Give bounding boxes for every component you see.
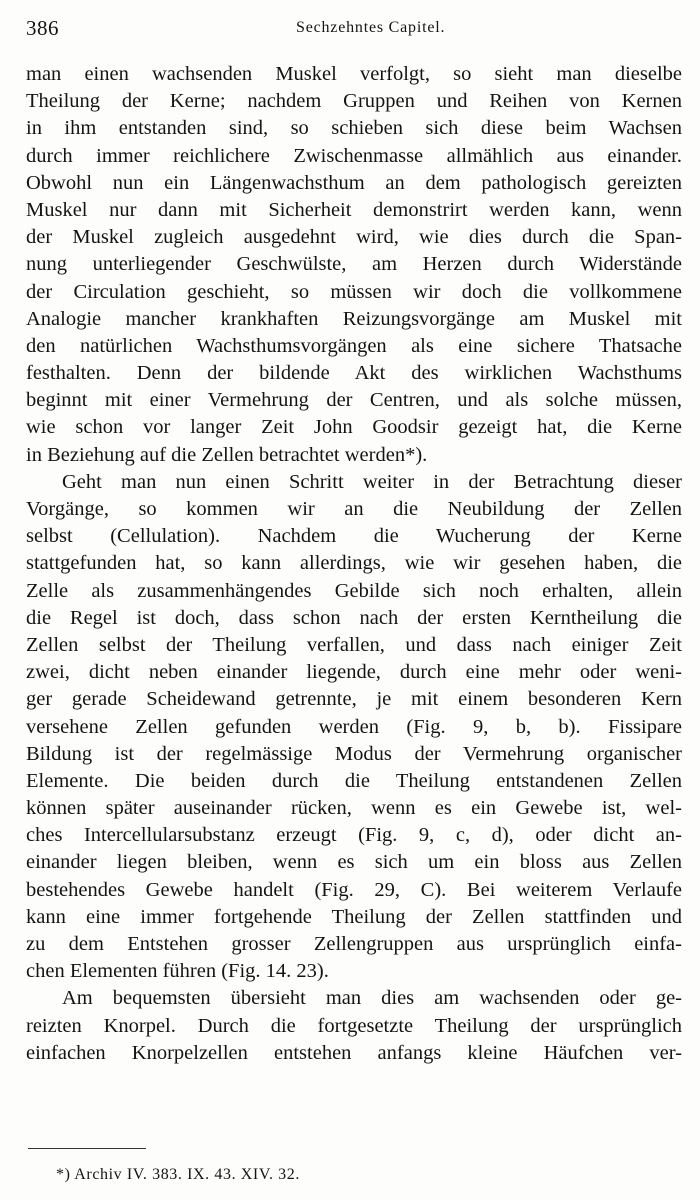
text-line: festhalten. Denn der bildende Akt des wirklichen Wachsthums [26, 362, 682, 385]
text-line: zwei, dicht neben einander liegende, durch eine mehr oder weni- [26, 661, 682, 684]
text-line: zu dem Entstehen grosser Zellengruppen aus ursprünglich einfa- [26, 933, 682, 955]
text-line: selbst (Cellulation). Nachdem die Wucherung der Kerne [26, 525, 682, 548]
text-line: wie schon vor langer Zeit John Goodsir gezeigt hat, die Kerne [26, 416, 682, 439]
text-line: bestehendes Gewebe handelt (Fig. 29, C). Bei weiterem Verlaufe [26, 878, 682, 901]
page-number: 386 [26, 16, 59, 40]
text-line: kann eine immer fortgehende Theilung der Zellen stattfinden und [26, 905, 682, 928]
text-line: stattgefunden hat, so kann allerdings, wie wir gesehen haben, die [26, 552, 682, 575]
text-line: Bildung ist der regelmässige Modus der Vermehrung organischer [26, 742, 682, 765]
text-line: Zellen selbst der Theilung verfallen, und dass nach einiger Zeit [26, 633, 682, 656]
text-line: beginnt mit einer Vermehrung der Centren, und als solche müssen, [26, 389, 682, 412]
page-header [26, 16, 682, 44]
body-text [26, 61, 682, 1067]
text-line: der Circulation geschieht, so müssen wir doch die vollkommene [26, 280, 682, 303]
text-line: man einen wachsenden Muskel verfolgt, so sieht man dieselbe [26, 63, 682, 85]
text-line: den natürlichen Wachsthumsvorgängen als eine sichere Thatsache [26, 334, 682, 357]
footnote: *) Archiv IV. 383. IX. 43. XIV. 32. [56, 1166, 300, 1183]
footnote-rule [28, 1148, 146, 1149]
text-line: reizten Knorpel. Durch die fortgesetzte Theilung der ursprünglich [26, 1014, 682, 1037]
text-line: Elemente. Die beiden durch die Theilung entstandenen Zellen [26, 769, 682, 792]
text-line: in Beziehung auf die Zellen betrachtet werden*). [26, 443, 428, 466]
text-line: Theilung der Kerne; nachdem Gruppen und Reihen von Kernen [26, 90, 682, 113]
text-line: die Regel ist doch, dass schon nach der ersten Kerntheilung die [26, 606, 682, 629]
text-line: Vorgänge, so kommen wir an die Neubildung der Zellen [26, 498, 682, 520]
text-line: ger gerade Scheidewand getrennte, je mit einem besonderen Kern [26, 688, 682, 711]
text-line: der Muskel zugleich ausgedehnt wird, wie dies durch die Span- [26, 226, 682, 249]
text-line: Muskel nur dann mit Sicherheit demonstrirt werden kann, wenn [26, 198, 682, 221]
text-line: Geht man nun einen Schritt weiter in der Betrachtung dieser [62, 470, 682, 493]
text-line: versehene Zellen gefunden werden (Fig. 9, b, b). Fissipare [26, 715, 682, 738]
text-line: Am bequemsten übersieht man dies am wachsenden oder ge- [62, 987, 682, 1010]
text-line: chen Elementen führen (Fig. 14. 23). [26, 960, 329, 983]
text-line: einander liegen bleiben, wenn es sich um ein bloss aus Zellen [26, 851, 682, 874]
text-line: können später auseinander rücken, wenn es ein Gewebe ist, wel- [26, 797, 682, 820]
text-line: Obwohl nun ein Längenwachsthum an dem pathologisch gereizten [26, 171, 682, 194]
text-line: einfachen Knorpelzellen entstehen anfangs kleine Häufchen ver- [26, 1041, 682, 1064]
running-head: Sechzehntes Capitel. [296, 19, 446, 36]
text-line: nung unterliegender Geschwülste, am Herzen durch Widerstände [26, 253, 682, 276]
text-line: Analogie mancher krankhaften Reizungsvorgänge am Muskel mit [26, 307, 682, 330]
text-line: ches Intercellularsubstanz erzeugt (Fig. 9, c, d), oder dicht an- [26, 824, 682, 847]
text-line: durch immer reichlichere Zwischenmasse allmählich aus einander. [26, 144, 682, 167]
text-line: Zelle als zusammenhängendes Gebilde sich noch erhalten, allein [26, 579, 682, 602]
text-line: in ihm entstanden sind, so schieben sich diese beim Wachsen [26, 117, 682, 140]
